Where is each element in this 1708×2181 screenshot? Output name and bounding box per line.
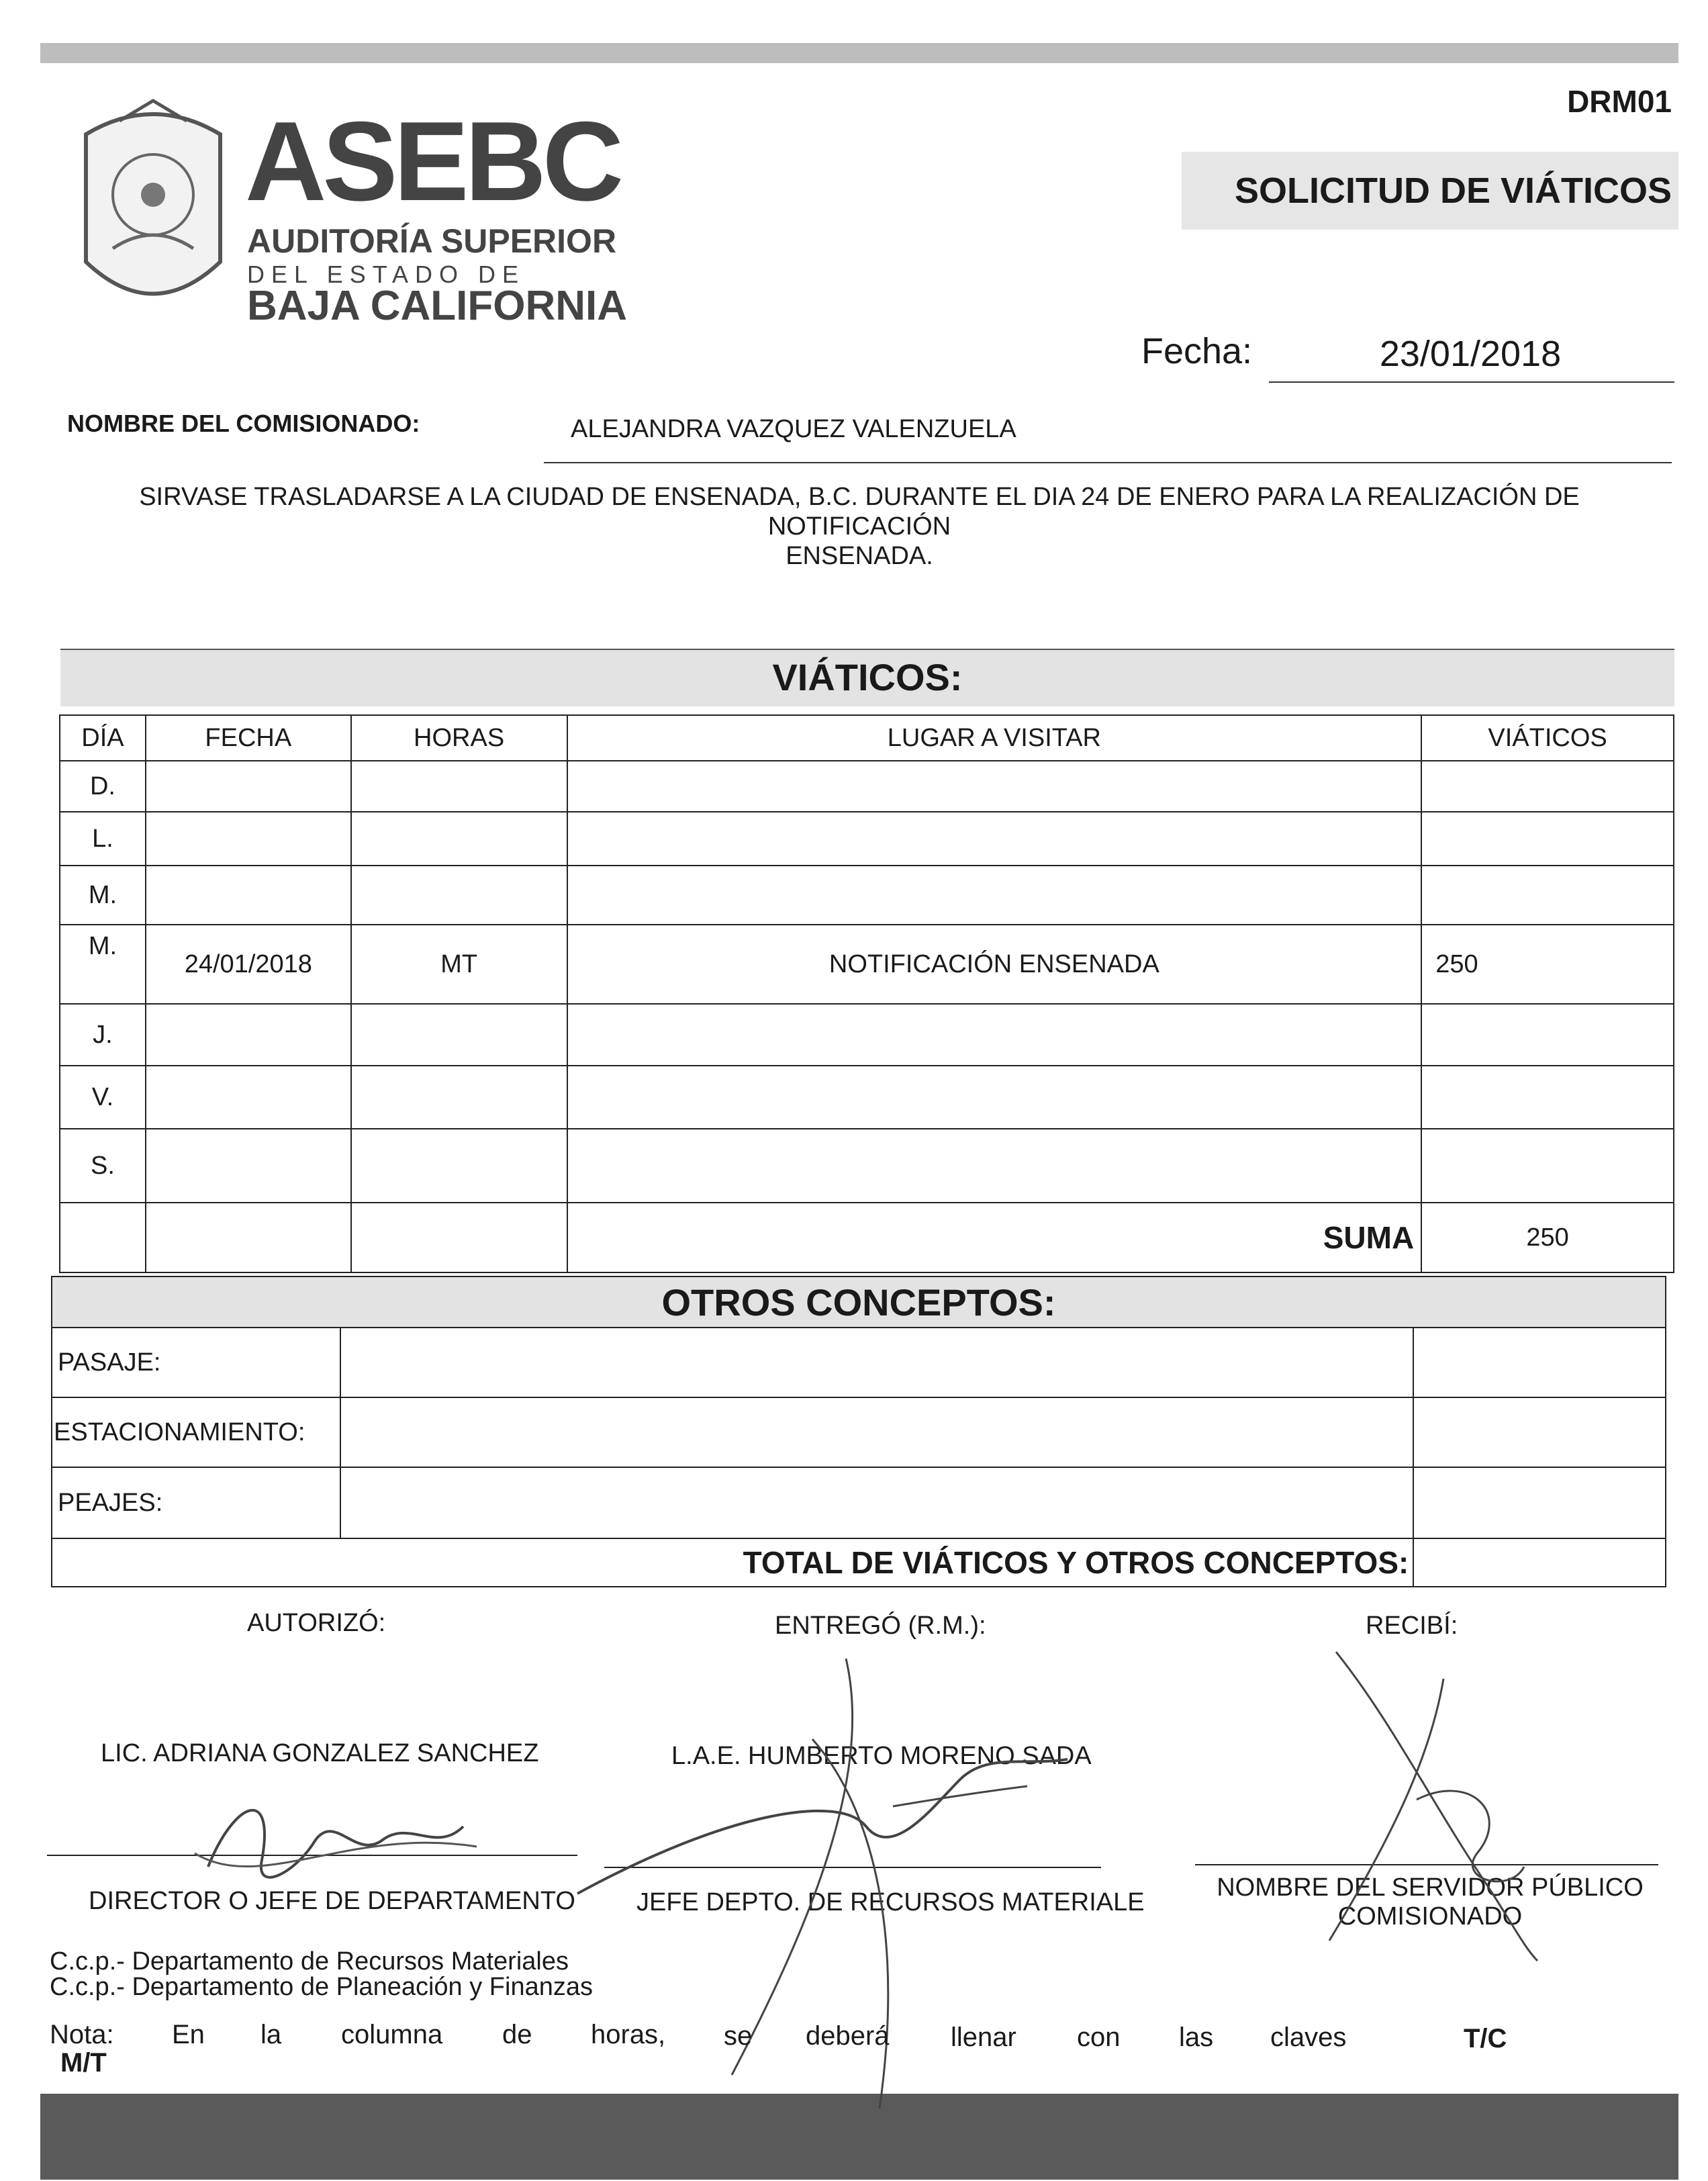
viaticos-cell[interactable] [1421, 866, 1674, 925]
header-viaticos: VIÁTICOS [1421, 715, 1674, 761]
logo-brand: ASEBC [245, 98, 620, 224]
peajes-description[interactable] [340, 1467, 1413, 1538]
otros-row [52, 1397, 1666, 1467]
table-row [60, 1004, 1674, 1066]
estacionamiento-amount[interactable] [1413, 1397, 1666, 1467]
dia-cell: S. [60, 1129, 146, 1203]
lugar-cell[interactable] [567, 1004, 1422, 1066]
top-scan-bar [40, 43, 1678, 63]
recibi-signature-icon [1309, 1638, 1551, 1974]
table-row [60, 761, 1674, 812]
estacionamiento-label: ESTACIONAMIENTO: [52, 1397, 340, 1467]
viaticos-cell[interactable]: 250 [1421, 925, 1674, 1004]
instruction-text [87, 482, 1631, 571]
table-row [60, 925, 1674, 1004]
nota-word: se [724, 2021, 753, 2051]
suma-row [60, 1203, 1674, 1272]
comisionado-label: NOMBRE DEL COMISIONADO: [67, 410, 420, 437]
otros-row [52, 1328, 1666, 1397]
horas-cell[interactable] [351, 1004, 567, 1066]
viaticos-cell[interactable] [1421, 1129, 1674, 1203]
viaticos-cell[interactable] [1421, 1004, 1674, 1066]
autorizo-name: LIC. ADRIANA GONZALEZ SANCHEZ [101, 1739, 539, 1767]
state-seal-icon [73, 94, 234, 329]
nota-word: las [1179, 2023, 1214, 2052]
lugar-cell[interactable] [567, 761, 1422, 812]
table-row [60, 866, 1674, 925]
nota-word: la [260, 2020, 282, 2049]
nota-word: deberá [806, 2021, 890, 2051]
lugar-cell[interactable] [567, 1129, 1422, 1203]
horas-cell[interactable] [351, 812, 567, 866]
lugar-cell[interactable] [567, 812, 1422, 866]
header-dia: DÍA [60, 715, 146, 761]
entrego-role: JEFE DEPTO. DE RECURSOS MATERIALE [636, 1888, 1145, 1916]
viaticos-cell[interactable] [1421, 1066, 1674, 1129]
recibi-role-line1: NOMBRE DEL SERVIDOR PÚBLICO [1217, 1873, 1644, 1902]
table-row [60, 1129, 1674, 1203]
pasaje-label: PASAJE: [52, 1328, 340, 1397]
comisionado-underline [544, 462, 1672, 463]
viaticos-table [59, 714, 1674, 1273]
pasaje-description[interactable] [340, 1328, 1413, 1397]
form-code: DRM01 [1567, 84, 1672, 119]
horas-cell[interactable]: MT [351, 925, 567, 1004]
header-horas: HORAS [351, 715, 567, 761]
dia-cell: M. [60, 866, 146, 925]
fecha-cell[interactable] [146, 1129, 351, 1203]
ccp-block [50, 1949, 593, 2000]
otros-row [52, 1467, 1666, 1538]
otros-title: OTROS CONCEPTOS: [661, 1281, 1056, 1324]
ccp-line2: C.c.p.- Departamento de Planeación y Finanzas [50, 1973, 593, 2001]
nota-word: claves [1270, 2023, 1347, 2052]
nota-code-tc: T/C [1464, 2024, 1507, 2053]
table-row [60, 812, 1674, 866]
ccp-line1: C.c.p.- Departamento de Recursos Materiales [50, 1947, 569, 1976]
pasaje-amount[interactable] [1413, 1328, 1666, 1397]
nota-word: llenar [951, 2023, 1016, 2052]
logo-line2: DEL ESTADO DE [247, 261, 526, 288]
fecha-cell[interactable] [146, 1066, 351, 1129]
fecha-label: Fecha: [1141, 331, 1253, 371]
total-amount[interactable] [1413, 1538, 1666, 1587]
nota-word: horas, [591, 2020, 666, 2049]
autorizo-label: AUTORIZÓ: [247, 1609, 386, 1637]
autorizo-signature-icon [181, 1759, 483, 1907]
dia-cell: L. [60, 812, 146, 866]
table-row [60, 1066, 1674, 1129]
nota-code-mt: M/T [60, 2048, 107, 2078]
otros-title-bar [51, 1276, 1666, 1328]
fecha-underline [1269, 381, 1674, 383]
dia-cell: J. [60, 1004, 146, 1066]
entrego-name: L.A.E. HUMBERTO MORENO SADA [671, 1742, 1092, 1770]
dia-cell: M. [60, 925, 146, 1004]
suma-value[interactable]: 250 [1421, 1203, 1674, 1272]
fecha-cell[interactable] [146, 812, 351, 866]
nota-word: con [1077, 2023, 1121, 2052]
peajes-amount[interactable] [1413, 1467, 1666, 1538]
viaticos-title: VIÁTICOS: [772, 656, 963, 698]
entrego-label: ENTREGÓ (R.M.): [775, 1612, 986, 1640]
nota-word: En [172, 2020, 205, 2049]
otros-table [51, 1327, 1666, 1587]
comisionado-field[interactable]: ALEJANDRA VAZQUEZ VALENZUELA [571, 415, 1016, 443]
recibi-label: RECIBÍ: [1366, 1612, 1458, 1640]
recibi-role-line2: COMISIONADO [1337, 1902, 1523, 1931]
viaticos-cell[interactable] [1421, 761, 1674, 812]
fecha-cell[interactable]: 24/01/2018 [146, 925, 351, 1004]
horas-cell[interactable] [351, 1066, 567, 1129]
table-header-row [60, 715, 1674, 761]
lugar-cell[interactable]: NOTIFICACIÓN ENSENADA [567, 925, 1422, 1004]
horas-cell[interactable] [351, 866, 567, 925]
lugar-cell[interactable] [567, 1066, 1422, 1129]
horas-cell[interactable] [351, 761, 567, 812]
nota-word: de [502, 2020, 532, 2049]
estacionamiento-description[interactable] [340, 1397, 1413, 1467]
nota-word: columna [341, 2020, 443, 2049]
fecha-cell[interactable] [146, 866, 351, 925]
autorizo-role: DIRECTOR O JEFE DE DEPARTAMENTO [89, 1887, 575, 1915]
total-row [52, 1538, 1666, 1587]
lugar-cell[interactable] [567, 866, 1422, 925]
logo-line3: BAJA CALIFORNIA [247, 283, 628, 329]
total-label: TOTAL DE VIÁTICOS Y OTROS CONCEPTOS: [52, 1538, 1413, 1587]
fecha-field[interactable]: 23/01/2018 [1379, 334, 1562, 374]
nota-word: Nota: [50, 2020, 114, 2049]
dia-cell: D. [60, 761, 146, 812]
logo-line1: AUDITORÍA SUPERIOR [247, 222, 617, 260]
fecha-cell[interactable] [146, 761, 351, 812]
header-fecha: FECHA [146, 715, 351, 761]
instruction-line1: SIRVASE TRASLADARSE A LA CIUDAD DE ENSENADA, B.C. DURANTE EL DIA 24 DE ENERO PARA LA REALIZACIÓN DE NOTIFICACIÓN [139, 483, 1580, 541]
dia-cell: V. [60, 1066, 146, 1129]
viaticos-cell[interactable] [1421, 812, 1674, 866]
suma-label: SUMA [567, 1203, 1422, 1272]
instruction-line2: ENSENADA. [786, 542, 933, 570]
form-title: SOLICITUD DE VIÁTICOS [1234, 171, 1672, 211]
fecha-cell[interactable] [146, 1004, 351, 1066]
header-lugar: LUGAR A VISITAR [567, 715, 1422, 761]
horas-cell[interactable] [351, 1129, 567, 1203]
peajes-label: PEAJES: [52, 1467, 340, 1538]
